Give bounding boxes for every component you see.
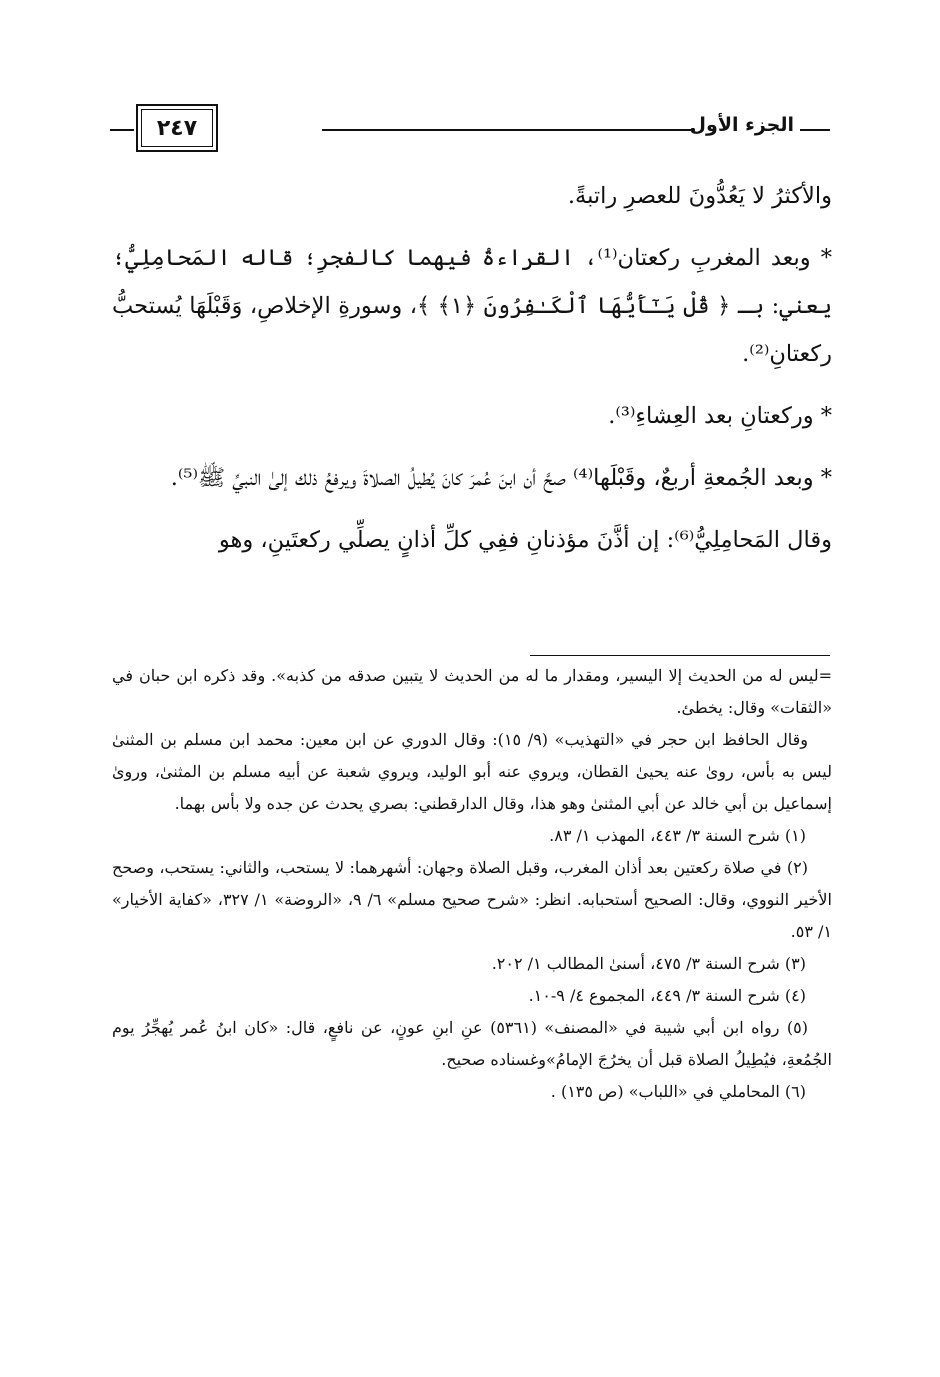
paragraph: * وبعد المغربِ ركعتان⁽¹⁾، القراءةُ فيهما كالفجرِ؛ قاله المَحامِلِيُّ؛ يعني: بـ ﴿ قُلْ يَـٰٓأَيُّهَا ٱلْكَـٰفِرُونَ ﴿١﴾ ﴾، وسورةِ الإخلاصِ، وَقَبْلَهَا يُستحبُّ ركعتانِ⁽²⁾. — [112, 245, 832, 367]
footnote-4: (٤) شرح السنة ٣/ ٤٤٩، المجموع ٤/ ٩-١٠. — [528, 986, 806, 1005]
header-rule — [322, 129, 695, 131]
footnote-2: (٢) في صلاة ركعتين بعد أذان المغرب، وقبل الصلاة وجهان: أشهرهما: لا يستحب، والثاني: يستحب، وصحح الأخير النووي، وقال: الصحيح أستحبابه. انظر: «شرح صحيح مسلم» ٦/ ٩، «الروضة» ١/ ٣٢٧، «كفاية الأخيار» ١/ ٥٣. — [112, 858, 832, 941]
paragraph: والأكثرُ لا يَعُدُّونَ للعصرِ راتبةً. — [567, 183, 832, 209]
page-number-box — [136, 104, 218, 152]
footnote-3: (٣) شرح السنة ٣/ ٤٧٥، أسنىٰ المطالب ١/ ٢٠٢. — [491, 954, 806, 973]
main-text — [112, 172, 832, 578]
footnote-5: (٥) رواه ابن أبي شيبة في «المصنف» (٥٣٦١) عنِ ابنِ عونٍ، عن نافعٍ، قال: «كان ابنُ عُمر يُهجِّرُ يوم الجُمُعةِ، فيُطِيلُ الصلاة قبل أن يخرُجَ الإمامُ»وغسناده صحيح. — [112, 1018, 832, 1069]
header-rule-left — [110, 129, 134, 131]
footnotes — [112, 660, 832, 1108]
footnote-separator — [530, 655, 830, 656]
paragraph: وقال المَحامِلِيُّ⁽⁶⁾: إن أذَّنَ مؤذنانِ ففِي كلِّ أذانٍ يصلِّي ركعتَينِ، وهو — [218, 527, 832, 553]
running-title: الجزء الأول — [689, 114, 794, 136]
footnote-1: (١) شرح السنة ٣/ ٤٤٣، المهذب ١/ ٨٣. — [549, 826, 806, 845]
footnote-paragraph: وقال الحافظ ابن حجر في «التهذيب» (٩/ ١٥): وقال الدوري عن ابن معين: محمد ابن مسلم بن المثنىٰ ليس به بأس، روىٰ عنه يحيىٰ القطان، ويروي عنه أبو الوليد، ويروي شعبة عن أبيه مسلم بن المثنىٰ، وروىٰ إسماعيل بن أبي خالد عن أبي المثنىٰ وهو هذا، وقال الدارقطني: بصري يحدث عن جده ولا بأس بهما. — [112, 730, 832, 813]
header-rule-right — [800, 129, 830, 131]
paragraph: * وركعتانِ بعد العِشاءِ⁽³⁾. — [608, 403, 832, 429]
page-number: ٢٤٧ — [141, 109, 213, 147]
footnote-continuation: =ليس له من الحديث إلا اليسير، ومقدار ما له من الحديث لا يتبين صدقه من كذبه». وقد ذكره ابن حبان في «الثقات» وقال: يخطئ. — [112, 666, 833, 717]
page-header — [110, 100, 830, 160]
footnote-6: (٦) المحاملي في «اللباب» (ص ١٣٥) . — [550, 1082, 806, 1101]
paragraph: * وبعد الجُمعةِ أربعٌ، وقَبْلَها⁽⁴⁾ صحَّ أن ابنَ عُمرَ كانَ يُطيلُ الصلاةَ ويرفعُ ذلك إلىٰ النبيِّ ﷺ⁽⁵⁾. — [170, 465, 832, 491]
